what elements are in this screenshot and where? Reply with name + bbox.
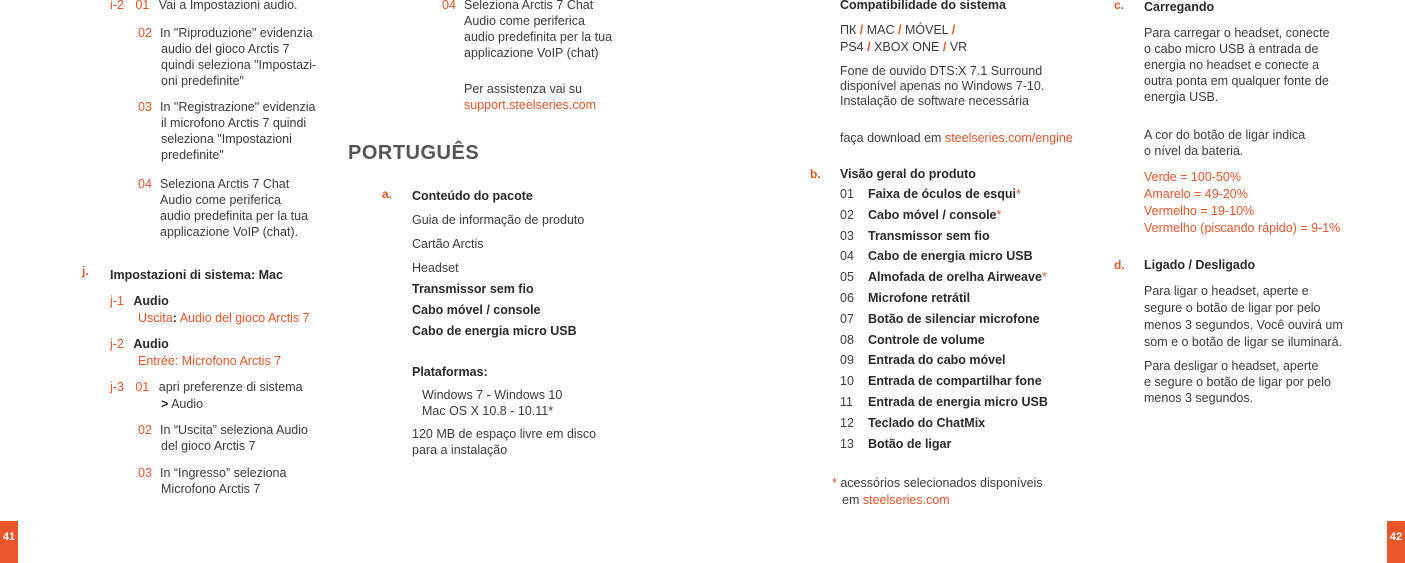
text-line: energia no headset e conecte a: [1144, 58, 1320, 72]
overview-item: [840, 269, 1048, 290]
text-line: outra ponta em qualquer fonte de: [1144, 74, 1329, 88]
i2-label: i-2: [110, 0, 124, 12]
text-line: Audio come periferica: [464, 14, 585, 28]
j3-step-03-text: [160, 465, 286, 497]
item-label: Entrada de energia micro USB: [868, 394, 1048, 409]
j1-header: [110, 293, 169, 309]
section-d-title: Ligado / Desligado: [1144, 258, 1256, 272]
text-line: In "Riproduzione" evidenzia: [160, 26, 313, 40]
platform: VR: [949, 40, 968, 54]
overview-item: [840, 352, 1048, 373]
charging-text: [1144, 25, 1330, 105]
item-number: 07: [840, 311, 854, 326]
j3-step-03-num: 03: [138, 466, 152, 480]
j2-subtitle: Entrée: Microfono Arctis 7: [138, 354, 282, 368]
j1-subtitle: [138, 310, 310, 326]
text-line: In “Uscita” seleziona Audio: [160, 423, 308, 437]
j3-step-02-num: 02: [138, 423, 152, 437]
text-line: audio predefinita per la tua: [160, 209, 309, 223]
section-a-letter: a.: [382, 187, 393, 201]
text-line: Audio come periferica: [160, 193, 281, 207]
overview-item: [840, 290, 1048, 311]
j1-title: Audio: [133, 294, 169, 308]
text-line: para a instalação: [412, 443, 508, 457]
item-label: Entrada de compartilhar fone: [868, 374, 1042, 389]
i2-step-02-num: 02: [138, 26, 152, 40]
page-heading: PORTUGUÊS: [348, 142, 480, 164]
text-line: o cabo micro USB à entrada de: [1144, 42, 1319, 56]
item-number: 05: [840, 270, 854, 285]
compat-title: Compatibilidade do sistema: [840, 0, 1007, 12]
col2-step-04-num: 04: [442, 0, 456, 12]
list-item: Transmissor sem fio: [412, 282, 534, 296]
item-number: 11: [840, 394, 853, 409]
item-star: *: [1015, 187, 1021, 201]
overview-item: [840, 394, 1048, 415]
i2-step-04-num: 04: [138, 177, 152, 191]
section-b-letter: b.: [810, 167, 821, 181]
overview-item: [840, 248, 1048, 269]
step-text: Vai a Impostazioni audio.: [158, 0, 298, 12]
text-line: quindi seleziona "Impostazi-: [161, 58, 317, 72]
overview-item: [840, 332, 1048, 353]
overview-item: [840, 415, 1048, 436]
section-d-letter: d.: [1114, 258, 1125, 272]
text-line: A cor do botão de ligar indica: [1144, 128, 1306, 142]
support-text: Per assistenza vai su: [464, 82, 583, 96]
list-item: Windows 7 - Windows 10: [422, 388, 563, 402]
text-line: menos 3 segundos.: [1144, 391, 1254, 405]
footnote-line2: [842, 492, 950, 508]
step-number: 01: [135, 0, 150, 12]
i2-step-03-num: 03: [138, 100, 152, 114]
battery-level: Verde = 100-50%: [1144, 170, 1241, 184]
package-list-bold: [412, 281, 577, 344]
package-list-regular: [412, 212, 584, 280]
download-line: [840, 130, 1073, 146]
item-label: Cabo de energia micro USB: [868, 249, 1033, 264]
text-line: applicazione VoIP (chat): [464, 46, 599, 60]
text-part: acessórios selecionados disponíveis: [840, 476, 1043, 490]
item-label: Microfone retrátil: [868, 290, 971, 305]
text-line: seleziona "Impostazioni: [161, 132, 292, 146]
overview-item: [840, 228, 1048, 249]
item-number: 04: [840, 249, 854, 264]
j3-label: j-3: [110, 380, 124, 394]
battery-text: [1144, 127, 1305, 159]
text-line: 120 MB de espaço livre em disco: [412, 427, 597, 441]
j3-step-01-line2: [161, 396, 203, 412]
i2-step-03-text: [160, 99, 316, 163]
list-item: Headset: [412, 261, 459, 275]
item-label: Teclado do ChatMix: [868, 415, 986, 430]
item-label: Almofada de orelha Airweave: [868, 270, 1042, 285]
text-line: predefinite": [161, 148, 224, 162]
text-part: :: [172, 311, 177, 325]
item-number: 02: [840, 207, 854, 222]
battery-levels: [1144, 169, 1340, 237]
text-part: faça download em: [840, 131, 945, 145]
steelseries-link[interactable]: steelseries.com: [862, 493, 950, 507]
item-label: Controle de volume: [868, 332, 985, 347]
page-number-left: 41: [0, 521, 18, 563]
battery-level: Vermelho = 19-10%: [1144, 204, 1255, 218]
platform: ПК: [840, 23, 857, 37]
item-label: Entrada do cabo móvel: [868, 353, 1006, 368]
text-line: menos 3 segundos. Você ouvirá um: [1144, 318, 1343, 332]
item-number: 01: [840, 187, 854, 201]
item-number: 08: [840, 332, 854, 347]
footnote-star: *: [832, 476, 837, 490]
text-line: disponível apenas no Windows 7-10.: [840, 79, 1045, 93]
section-j-letter: j.: [82, 264, 89, 278]
overview-item: [840, 373, 1048, 394]
text-line: Seleziona Arctis 7 Chat: [464, 0, 594, 12]
text-line: Seleziona Arctis 7 Chat: [160, 177, 290, 191]
section-c-letter: c.: [1114, 0, 1125, 12]
power-on-text: [1144, 283, 1343, 351]
text-line: som e o botão de ligar se iluminará.: [1144, 335, 1343, 349]
section-a-title: Conteúdo do pacote: [412, 189, 533, 203]
overview-item: [840, 436, 1048, 457]
text-part: >: [161, 397, 169, 411]
item-number: 06: [840, 290, 854, 305]
footnote: [832, 475, 1043, 491]
list-item: Cabo de energia micro USB: [412, 324, 577, 338]
i2-step-01: [110, 0, 298, 13]
platforms-list: [422, 387, 562, 419]
item-label: Transmissor sem fio: [868, 228, 990, 243]
text-line: audio predefinita per la tua: [464, 30, 613, 44]
separator: /: [859, 23, 864, 37]
text-part: Audio: [168, 397, 204, 411]
overview-item: [840, 311, 1048, 332]
item-star: *: [996, 207, 1002, 222]
storage-text: [412, 426, 596, 458]
separator: /: [951, 23, 956, 37]
j2-header: [110, 336, 169, 352]
item-label: Botão de ligar: [868, 436, 952, 451]
separator: /: [867, 40, 871, 54]
item-label: Faixa de óculos de esqui: [868, 187, 1016, 201]
step-number: 01: [135, 380, 150, 394]
item-number: 10: [840, 374, 854, 389]
j3-step-02-text: [160, 422, 308, 454]
item-number: 09: [840, 353, 854, 368]
text-line: Fone de ouvido DTS:X 7.1 Surround: [840, 64, 1043, 78]
text-line: Para ligar o headset, aperte e: [1144, 284, 1309, 298]
text-line: Microfono Arctis 7: [161, 482, 261, 496]
text-part: em: [842, 493, 863, 507]
compat-platforms-line2: [840, 39, 967, 55]
power-off-text: [1144, 358, 1331, 406]
step-text: apri preferenze di sistema: [158, 380, 303, 394]
item-label: Botão de silenciar microfone: [868, 311, 1040, 326]
list-item: Mac OS X 10.8 - 10.11*: [422, 404, 554, 418]
item-star: *: [1041, 270, 1047, 285]
list-item: Cabo móvel / console: [412, 303, 541, 317]
text-line: Para desligar o headset, aperte: [1144, 359, 1319, 373]
item-label: Cabo móvel / console: [868, 207, 997, 222]
text-line: oni predefinite": [161, 74, 244, 88]
compat-platforms-line1: [840, 22, 955, 38]
text-line: il microfono Arctis 7 quindi: [161, 116, 307, 130]
page-number-right: 42: [1387, 521, 1405, 563]
text-part: Uscita: [138, 311, 173, 325]
text-part: Audio del gioco Arctis 7: [176, 311, 310, 325]
overview-item: [840, 207, 1048, 228]
text-line: Instalação de software necessária: [840, 94, 1029, 108]
battery-level: Vermelho (piscando rápido) = 9-1%: [1144, 221, 1341, 235]
text-line: In “Ingresso” seleziona: [160, 466, 287, 480]
j2-label: j-2: [110, 337, 124, 351]
item-number: 03: [840, 228, 854, 243]
text-line: In "Registrazione" evidenzia: [160, 100, 316, 114]
text-line: del gioco Arctis 7: [161, 439, 256, 453]
text-line: energia USB.: [1144, 90, 1219, 104]
overview-item: [840, 186, 1048, 207]
support-link[interactable]: support.steelseries.com: [464, 98, 597, 112]
engine-link[interactable]: steelseries.com/engine: [944, 131, 1073, 145]
separator: /: [942, 40, 947, 54]
section-b-title: Visão geral do produto: [840, 167, 976, 181]
separator: /: [898, 23, 902, 37]
section-j-title: Impostazioni di sistema: Mac: [110, 268, 283, 282]
i2-step-04-text: [160, 176, 308, 240]
text-line: o nível da bateria.: [1144, 144, 1244, 158]
platform: MAC: [866, 23, 895, 37]
platform: PS4: [840, 40, 864, 54]
item-number: 12: [840, 415, 854, 430]
text-line: audio del gioco Arctis 7: [161, 42, 290, 56]
platform: XBOX ONE: [874, 40, 940, 54]
text-line: e segure o botão de ligar por pelo: [1144, 375, 1331, 389]
section-c-title: Carregando: [1144, 0, 1215, 14]
i2-step-02-text: [160, 25, 316, 89]
platform: MÓVEL: [904, 23, 949, 37]
text-line: Para carregar o headset, conecte: [1144, 26, 1330, 40]
item-number: 13: [840, 436, 854, 451]
list-item: Cartão Arctis: [412, 237, 484, 251]
product-overview-list: [840, 186, 1048, 456]
j3-step-01: [110, 379, 303, 395]
dts-text: [840, 64, 1044, 109]
col2-step-04-text: [464, 0, 612, 61]
text-line: segure o botão de ligar por pelo: [1144, 301, 1321, 315]
text-line: applicazione VoIP (chat).: [160, 225, 299, 239]
j2-title: Audio: [133, 337, 169, 351]
list-item: Guia de informação de produto: [412, 213, 585, 227]
platforms-title: Plataformas:: [412, 365, 488, 379]
battery-level: Amarelo = 49-20%: [1144, 187, 1248, 201]
j1-label: j-1: [110, 294, 124, 308]
